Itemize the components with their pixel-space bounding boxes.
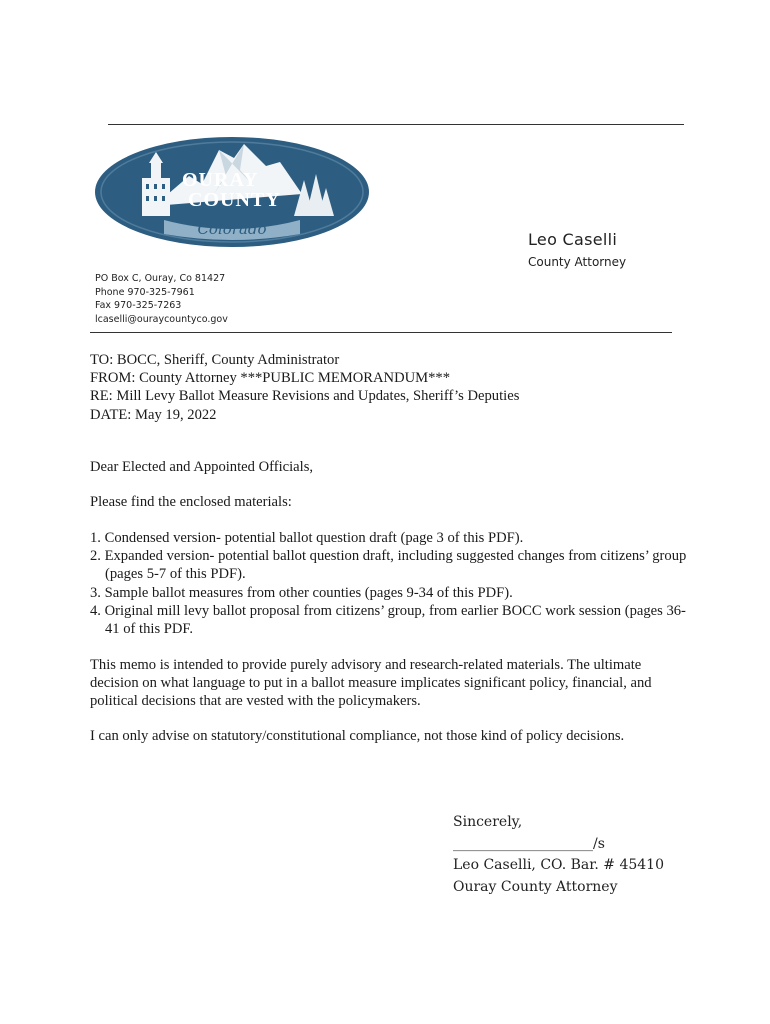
advisory-paragraph: This memo is intended to provide purely advisory and research-related materials. The ultimate decision on what language to put in a ballot measure implicates significant policy, financial, and political decisions that are vested with the policymakers. [90,657,652,710]
list-item: 2. Expanded version- potential ballot question draft, including suggested changes from citizens’ group (pages 5-7 of this PDF). [90,548,687,583]
signer-name-bar: Leo Caselli, CO. Bar. # 45410 [453,857,664,873]
enclosed-materials-list [90,529,690,638]
salutation: Dear Elected and Appointed Officials, [90,459,314,475]
ouray-county-logo [94,136,370,248]
intro-line: Please find the enclosed materials: [90,494,292,510]
memo-header [90,351,519,424]
header-bottom-rule [90,332,672,333]
attorney-header [528,230,626,269]
memo-from: FROM: County Attorney ***PUBLIC MEMORANDUM*** [90,370,451,387]
contact-phone: Phone 970-325-7961 [95,286,195,298]
header-top-rule [108,124,684,125]
compliance-paragraph: I can only advise on statutory/constitutional compliance, not those kind of policy decisions. [90,728,625,744]
contact-fax: Fax 970-325-7263 [95,300,182,311]
closing-block [453,812,664,898]
signer-title: Ouray County Attorney [453,878,618,895]
memo-date: DATE: May 19, 2022 [90,406,217,423]
logo-name-line2: COUNTY [188,189,281,211]
list-item: 3. Sample ballot measures from other counties (pages 9-34 of this PDF). [90,584,513,601]
logo-name-line1: OURAY [182,169,259,191]
list-item: 4. Original mill levy ballot proposal from citizens’ group, from earlier BOCC work session (pages 36-41 of this PDF. [90,602,686,638]
attorney-title: County Attorney [528,255,627,269]
memo-to: TO: BOCC, Sheriff, County Administrator [90,352,340,368]
logo-script-text: Colorado [197,220,267,238]
valediction: Sincerely, [453,814,523,830]
contact-address: PO Box C, Ouray, Co 81427 [95,273,226,284]
memo-re: RE: Mill Levy Ballot Measure Revisions and Updates, Sheriff’s Deputies [90,388,520,405]
contact-info [95,272,228,326]
attorney-name: Leo Caselli [528,230,618,249]
list-item: 1. Condensed version- potential ballot question draft (page 3 of this PDF). [90,530,524,546]
contact-email[interactable]: lcaselli@ouraycountyco.gov [95,313,228,325]
signature-line: ____________________/s [453,835,605,852]
